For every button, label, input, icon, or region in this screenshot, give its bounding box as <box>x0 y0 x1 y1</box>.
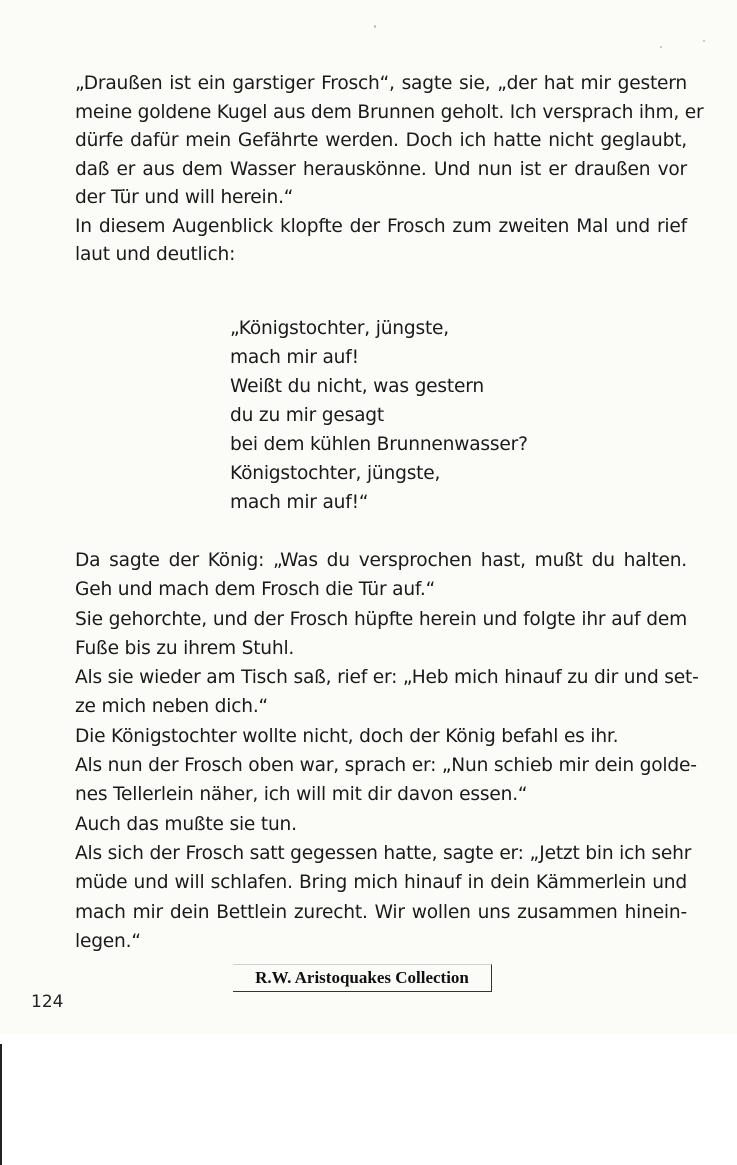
verse-line: du zu mir gesagt <box>230 405 385 426</box>
verse-line: „Königstochter, jüngste, <box>230 318 449 339</box>
paragraph-7 <box>75 751 697 810</box>
page-number: 124 <box>31 992 64 1012</box>
paragraph-2 <box>75 213 687 270</box>
text-line: dürfe dafür mein Gefährte werden. Doch ich hatte nicht geglaubt, <box>75 130 687 151</box>
text-line: Sie gehorchte, und der Frosch hüpfte herein und folgte ihr auf dem <box>75 608 687 630</box>
text-line: mach mir dein Bettlein zurecht. Wir wollen uns zusammen hinein- <box>75 901 687 923</box>
text-line: meine goldene Kugel aus dem Brunnen geholt. Ich versprach ihm, er <box>75 101 704 123</box>
text-line: laut und deutlich: <box>75 244 236 265</box>
scan-edge-line <box>0 1044 2 1165</box>
verse-line: Königstochter, jüngste, <box>230 463 441 484</box>
verse-line: bei dem kühlen Brunnenwasser? <box>230 434 528 455</box>
text-block-bottom <box>75 546 699 956</box>
collection-watermark: R.W. Aristoquakes Collection <box>233 964 492 992</box>
text-line: Da sagte der König: „Was du versprochen hast, mußt du halten. <box>75 550 687 571</box>
paragraph-4 <box>75 605 687 664</box>
text-line: „Draußen ist ein garstiger Frosch“, sagte sie, „der hat mir gestern <box>75 73 687 94</box>
text-line: Auch das mußte sie tun. <box>75 813 297 835</box>
text-line: müde und will schlafen. Bring mich hinauf in dein Kämmerlein und <box>75 872 687 894</box>
paragraph-3 <box>75 546 687 605</box>
paragraph-5 <box>75 663 699 722</box>
paragraph-1 <box>75 70 704 213</box>
verse-line: mach mir auf!“ <box>230 492 369 513</box>
scan-margin <box>0 1034 737 1165</box>
text-line: nes Tellerlein näher, ich will mit dir davon essen.“ <box>75 784 528 806</box>
paragraph-9 <box>75 839 692 956</box>
text-line: daß er aus dem Wasser herauskönne. Und nun ist er draußen vor <box>75 158 687 180</box>
text-line: Als sich der Frosch satt gegessen hatte, sagte er: „Jetzt bin ich sehr <box>75 842 692 864</box>
text-line: Die Königstochter wollte nicht, doch der König befahl es ihr. <box>75 725 619 747</box>
text-line: der Tür und will herein.“ <box>75 187 294 208</box>
text-line: Geh und mach dem Frosch die Tür auf.“ <box>75 579 436 601</box>
text-line: Als nun der Frosch oben war, sprach er: „Nun schieb mir dein golde- <box>75 755 697 777</box>
verse-line: mach mir auf! <box>230 347 359 368</box>
paragraph-8 <box>75 810 687 839</box>
text-line: Fuße bis zu ihrem Stuhl. <box>75 637 295 659</box>
text-line: In diesem Augenblick klopfte der Frosch zum zweiten Mal und rief <box>75 215 687 237</box>
text-block-top <box>75 70 704 270</box>
text-line: ze mich neben dich.“ <box>75 696 268 718</box>
verse-line: Weißt du nicht, was gestern <box>230 376 484 397</box>
text-line: Als sie wieder am Tisch saß, rief er: „Heb mich hinauf zu dir und set- <box>75 667 699 689</box>
verse-block <box>230 314 560 517</box>
text-line: legen.“ <box>75 930 141 952</box>
paragraph-6 <box>75 722 687 751</box>
